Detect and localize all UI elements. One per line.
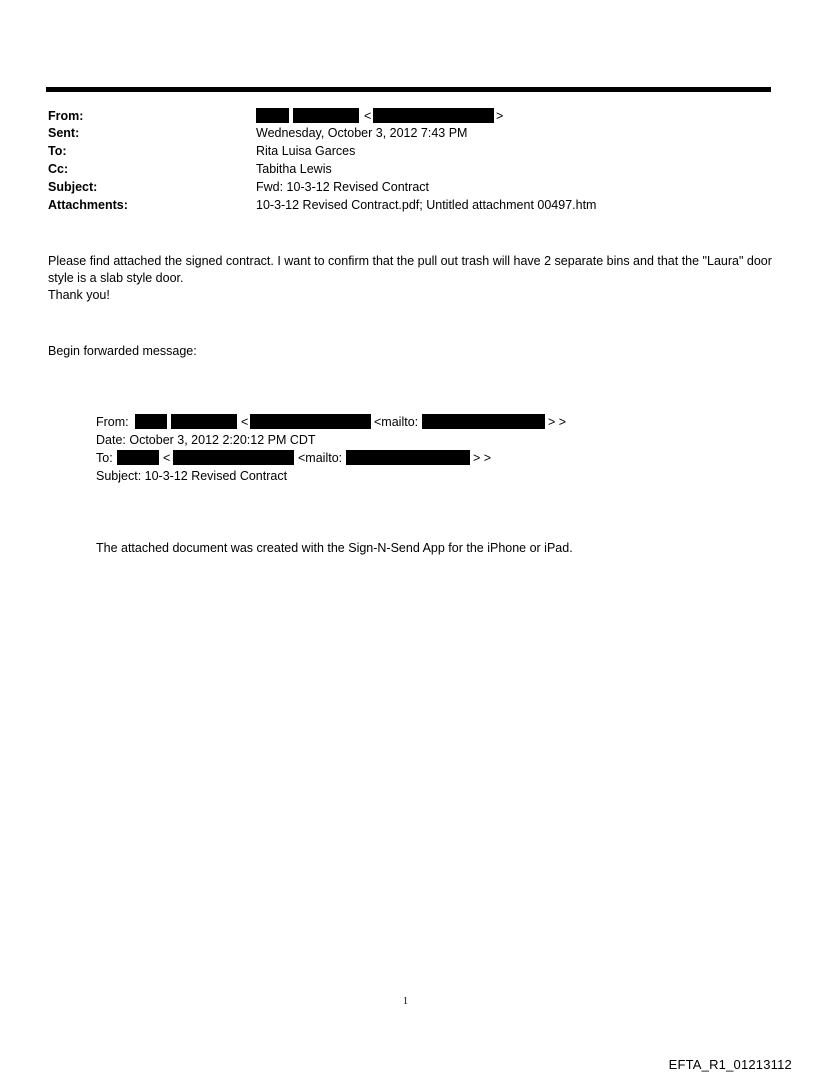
redaction-fwd-from-name-1 xyxy=(135,414,167,429)
fwd-to-mailto: <mailto: xyxy=(298,451,343,465)
body-paragraph: Please find attached the signed contract. I want to confirm that the pull out trash will have 2 separate bins and that the "Laura" door style is a slab style door. xyxy=(48,254,772,285)
fwd-subject-line: Subject: 10-3-12 Revised Contract xyxy=(96,469,288,483)
subject-value: Fwd: 10-3-12 Revised Contract xyxy=(256,180,429,194)
from-gt: > xyxy=(496,109,504,123)
page-number: 1 xyxy=(403,996,408,1007)
subject-label: Subject: xyxy=(48,180,98,194)
redaction-from-name-2 xyxy=(293,108,359,123)
redaction-fwd-to-email xyxy=(173,450,294,465)
fwd-date-line: Date: October 3, 2012 2:20:12 PM CDT xyxy=(96,433,316,447)
to-value: Rita Luisa Garces xyxy=(256,144,356,158)
body-closing: Thank you! xyxy=(48,288,110,302)
redaction-fwd-to-mailto xyxy=(346,450,470,465)
sent-value: Wednesday, October 3, 2012 7:43 PM xyxy=(256,126,468,140)
sent-label: Sent: xyxy=(48,126,80,140)
redaction-from-name-1 xyxy=(256,108,289,123)
fwd-to-close: > > xyxy=(473,451,492,465)
fwd-body-line: The attached document was created with the Sign-N-Send App for the iPhone or iPad. xyxy=(96,541,573,555)
fwd-to-lt: < xyxy=(163,451,171,465)
cc-value: Tabitha Lewis xyxy=(256,162,332,176)
redaction-from-email xyxy=(373,108,494,123)
fwd-from-lt: < xyxy=(241,415,249,429)
begin-forwarded-label: Begin forwarded message: xyxy=(48,344,197,358)
to-label: To: xyxy=(48,144,67,158)
attachments-value: 10-3-12 Revised Contract.pdf; Untitled attachment 00497.htm xyxy=(256,198,597,212)
from-lt: < xyxy=(364,109,372,123)
redaction-fwd-from-email xyxy=(250,414,371,429)
redaction-fwd-from-name-2 xyxy=(171,414,237,429)
fwd-from-close: > > xyxy=(548,415,567,429)
fwd-from-prefix: From: xyxy=(96,415,129,429)
message-body xyxy=(48,253,778,304)
attachments-label: Attachments: xyxy=(48,198,128,212)
fwd-from-mailto: <mailto: xyxy=(374,415,419,429)
document-id: EFTA_R1_01213112 xyxy=(668,1057,792,1072)
header-rule xyxy=(46,87,771,92)
from-label: From: xyxy=(48,109,84,123)
redaction-fwd-from-mailto xyxy=(422,414,545,429)
redaction-fwd-to-name xyxy=(117,450,159,465)
fwd-to-prefix: To: xyxy=(96,451,113,465)
cc-label: Cc: xyxy=(48,162,69,176)
